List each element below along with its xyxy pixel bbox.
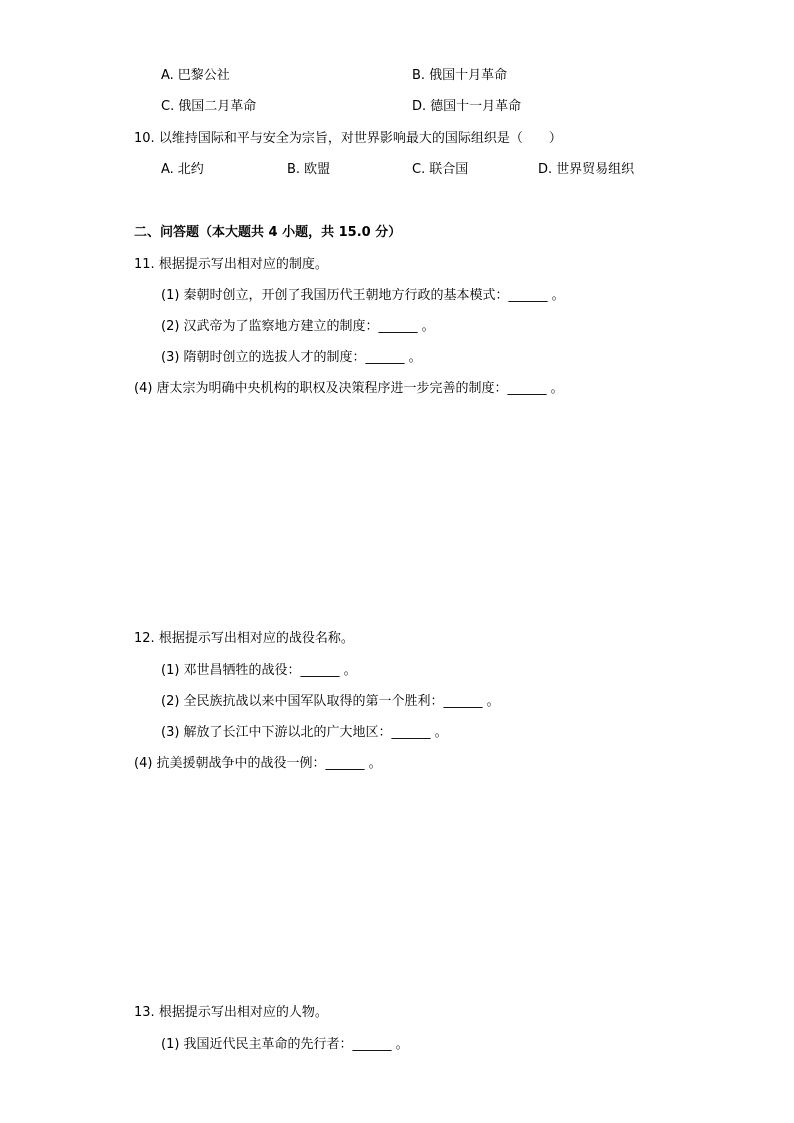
q11-item-4: (4) 唐太宗为明确中央机构的职权及决策程序进一步完善的制度：______ 。 [134,381,564,396]
question-stem: 根据提示写出相对应的战役名称。 [158,631,354,646]
q9-option-a [161,67,230,85]
option-letter: C. [161,99,175,114]
option-letter: B. [287,162,301,177]
option-letter: D. [412,99,427,114]
question-number: 10. [134,131,155,146]
q10-option-b [287,161,330,179]
q9-option-c [161,98,256,116]
question-stem: 以维持国际和平与安全为宗旨，对世界影响最大的国际组织是（ ） [158,131,562,146]
option-letter: D. [538,162,553,177]
question-13 [134,1004,328,1022]
q10-option-a [161,161,204,179]
option-text: 俄国十月革命 [429,68,508,83]
q11-item-1: (1) 秦朝时创立，开创了我国历代王朝地方行政的基本模式：______ 。 [161,288,565,303]
option-text: 俄国二月革命 [178,99,257,114]
question-number: 12. [134,631,155,646]
option-letter: A. [161,68,174,83]
question-number: 13. [134,1005,155,1020]
option-letter: A. [161,162,174,177]
question-stem: 根据提示写出相对应的制度。 [158,257,328,272]
q12-item-4: (4) 抗美援朝战争中的战役一例：______ 。 [134,756,382,771]
option-text: 德国十一月革命 [430,99,522,114]
q9-option-b [412,67,507,85]
q10-option-c [412,161,468,179]
question-10 [134,130,562,148]
q12-item-2: (2) 全民族抗战以来中国军队取得的第一个胜利：______ 。 [161,694,500,709]
question-11 [134,256,328,274]
option-text: 世界贸易组织 [556,162,635,177]
q12-item-1: (1) 邓世昌牺牲的战役：______ 。 [161,663,357,678]
question-12 [134,630,354,648]
option-text: 欧盟 [304,162,331,177]
option-text: 巴黎公社 [177,68,230,83]
q11-item-2: (2) 汉武帝为了监察地方建立的制度：______ 。 [161,319,435,334]
q9-option-d [412,98,521,116]
option-letter: B. [412,68,426,83]
section-heading: 二、问答题（本大题共 4 小题，共 15.0 分） [134,225,402,240]
option-text: 联合国 [429,162,469,177]
question-stem: 根据提示写出相对应的人物。 [158,1005,328,1020]
option-letter: C. [412,162,426,177]
option-text: 北约 [177,162,204,177]
q13-item-1: (1) 我国近代民主革命的先行者：______ 。 [161,1037,409,1052]
q12-item-3: (3) 解放了长江中下游以北的广大地区：______ 。 [161,725,448,740]
q11-item-3: (3) 隋朝时创立的选拔人才的制度：______ 。 [161,350,422,365]
q10-option-d [538,161,634,179]
question-number: 11. [134,257,155,272]
